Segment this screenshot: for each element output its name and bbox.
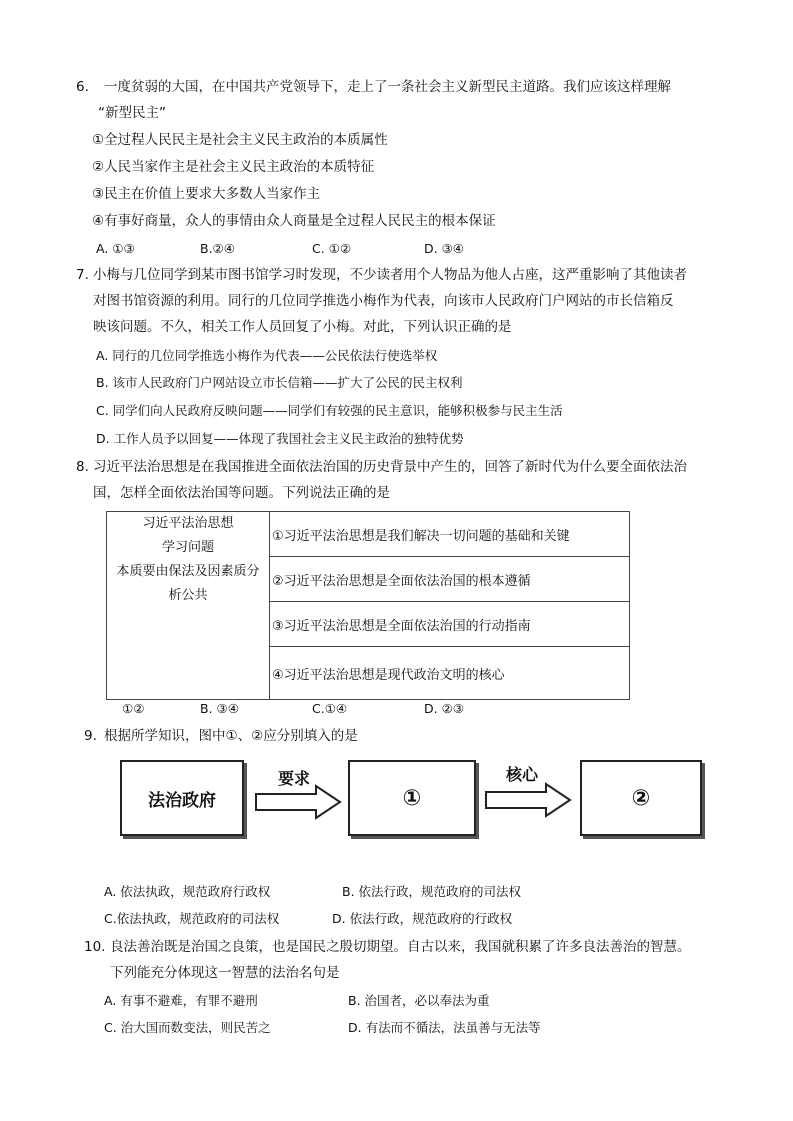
question-stem: 国，怎样全面依法治国等问题。下列说法正确的是 [93, 485, 390, 501]
answer-option-d[interactable]: D. ③④ [424, 241, 464, 256]
question-stem: 对图书馆资源的利用。同行的几位同学推选小梅作为代表，向该市人民政府门户网站的市长信箱反 [93, 293, 674, 309]
answer-option-d[interactable]: D. 依法行政，规范政府的行政权 [332, 911, 513, 926]
statement-item: ①全过程人民民主是社会主义民主政治的本质属性 [92, 132, 388, 148]
answer-option-b[interactable]: B. 该市人民政府门户网站设立市长信箱——扩大了公民的民主权利 [96, 375, 463, 390]
left-cell-line: 学习问题 [161, 540, 214, 555]
left-cell-line: 习近平法治思想 [142, 516, 234, 531]
answer-option-a[interactable]: A. 有事不避难，有罪不避刑 [104, 993, 258, 1008]
arrow-right-icon [484, 782, 574, 818]
table-row: ①习近平法治思想是我们解决一切问题的基础和关键 [270, 512, 630, 557]
question-stem: 下列能充分体现这一智慧的法治名句是 [110, 965, 340, 981]
answer-option-d[interactable]: D. 有法而不循法，法虽善与无法等 [348, 1020, 541, 1035]
statement-table [106, 511, 630, 700]
answer-option-b[interactable]: B.②④ [200, 241, 235, 256]
statement-item: ③民主在价值上要求大多数人当家作主 [92, 186, 321, 202]
arrow-label-core: 核心 [506, 765, 539, 784]
answer-option-b[interactable]: B. 依法行政，规范政府的司法权 [342, 884, 522, 899]
question-stem: 良法善治既是治国之良策，也是国民之殷切期望。自古以来，我国就积累了许多良法善治的智慧。 [110, 939, 691, 955]
question-number: 6. [76, 79, 89, 95]
arrow-label-requirement: 要求 [278, 769, 311, 788]
answer-option-c[interactable]: C. 治大国而数变法，则民苦之 [104, 1020, 271, 1035]
question-stem: 映该问题。不久，相关工作人员回复了小梅。对此，下列认识正确的是 [93, 319, 512, 335]
table-row: ③习近平法治思想是全面依法治国的行动指南 [270, 602, 630, 647]
question-number: 10. [84, 939, 106, 955]
answer-option-a[interactable]: A. ①③ [96, 241, 135, 256]
left-cell-line: 析公共 [168, 588, 208, 603]
answer-option-a[interactable]: ①② [122, 701, 145, 716]
question-stem: 一度贫弱的大国，在中国共产党领导下，走上了一条社会主义新型民主道路。我们应该这样理解 [104, 79, 671, 95]
statement-item: ④有事好商量，众人的事情由众人商量是全过程人民民主的根本保证 [92, 213, 496, 229]
statement-item: ②人民当家作主是社会主义民主政治的本质特征 [92, 159, 375, 175]
question-number: 8. [76, 459, 89, 475]
question-number: 7. [76, 267, 89, 283]
table-row: ②习近平法治思想是全面依法治国的根本遵循 [270, 557, 630, 602]
table-left-cell [107, 512, 270, 700]
answer-option-d[interactable]: D. 工作人员予以回复——体现了我国社会主义民主政治的独特优势 [96, 431, 464, 446]
answer-option-a[interactable]: A. 同行的几位同学推选小梅作为代表——公民依法行使选举权 [96, 348, 438, 363]
answer-option-c[interactable]: C.依法执政，规范政府的司法权 [104, 911, 280, 926]
left-cell-line: 本质要由保法及因素质分 [116, 564, 260, 579]
diagram-box-law-government: 法治政府 [120, 760, 244, 836]
question-stem: 小梅与几位同学到某市图书馆学习时发现，不少读者用个人物品为他人占座，这严重影响了其他读者 [93, 267, 687, 283]
diagram-box-blank-2: ② [580, 760, 702, 836]
arrow-right-icon [254, 784, 344, 820]
table-row: ④习近平法治思想是现代政治文明的核心 [270, 647, 630, 700]
question-number: 9. [84, 728, 97, 744]
answer-option-c[interactable]: C.①④ [312, 701, 348, 716]
answer-option-c[interactable]: C. 同学们向人民政府反映问题——同学们有较强的民主意识，能够积极参与民主生活 [96, 403, 563, 418]
flow-diagram [120, 760, 700, 840]
answer-option-c[interactable]: C. ①② [312, 241, 352, 256]
answer-option-a[interactable]: A. 依法执政，规范政府行政权 [104, 884, 271, 899]
question-stem: 习近平法治思想是在我国推进全面依法治国的历史背景中产生的，回答了新时代为什么要全面依法治 [93, 459, 687, 475]
question-stem: “新型民主” [98, 105, 166, 121]
answer-option-b[interactable]: B. 治国者，必以奉法为重 [348, 993, 490, 1008]
question-stem: 根据所学知识，图中①、②应分别填入的是 [104, 728, 358, 744]
answer-option-d[interactable]: D. ②③ [424, 701, 464, 716]
diagram-box-blank-1: ① [348, 760, 476, 836]
answer-option-b[interactable]: B. ③④ [200, 701, 239, 716]
